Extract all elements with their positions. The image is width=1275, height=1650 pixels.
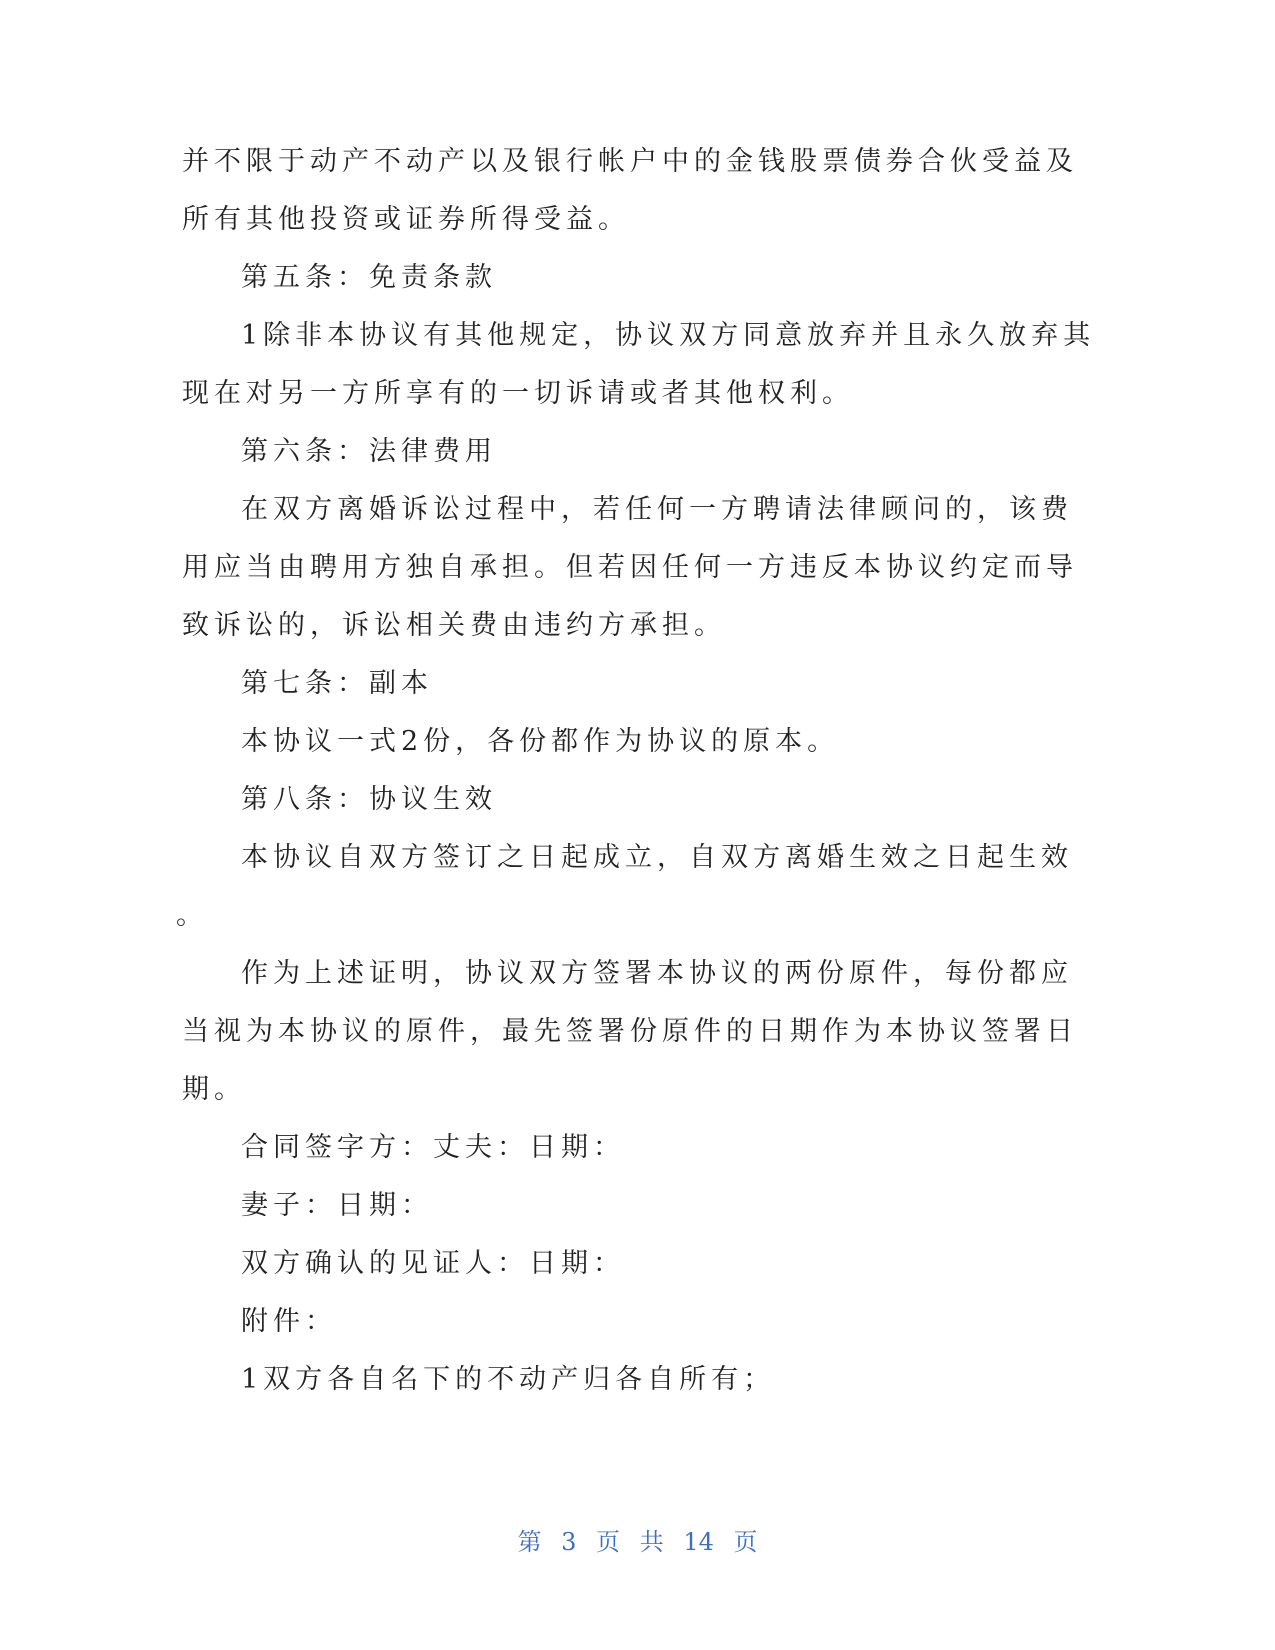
signature-line-husband: 合同签字方：丈夫：日期： [241, 1132, 625, 1163]
body-line: 现在对另一方所享有的一切诉请或者其他权利。 [182, 378, 854, 409]
section-heading: 第六条：法律费用 [241, 436, 497, 467]
body-line: 。 [176, 900, 208, 931]
body-line: 在双方离婚诉讼过程中，若任何一方聘请法律顾问的，该费 [241, 494, 1073, 525]
footer-total-pages: 14 [683, 1528, 714, 1556]
signature-line-witness: 双方确认的见证人：日期： [241, 1248, 625, 1279]
section-heading: 第七条：副本 [241, 668, 433, 699]
body-line: 所有其他投资或证券所得受益。 [182, 204, 630, 235]
footer-ye2: 页 [733, 1528, 758, 1556]
body-line: 1除非本协议有其他规定，协议双方同意放弃并且永久放弃其 [241, 320, 1096, 351]
footer-gong: 共 [639, 1528, 664, 1556]
body-line: 作为上述证明，协议双方签署本协议的两份原件，每份都应 [241, 958, 1073, 989]
body-line: 本协议一式2份，各份都作为协议的原本。 [241, 726, 840, 757]
footer-current-page: 3 [561, 1528, 577, 1556]
body-line: 期。 [182, 1074, 246, 1105]
footer-ye: 页 [596, 1528, 621, 1556]
section-heading: 第八条：协议生效 [241, 784, 497, 815]
body-line: 并不限于动产不动产以及银行帐户中的金钱股票债券合伙受益及 [182, 146, 1078, 177]
section-heading: 第五条：免责条款 [241, 262, 497, 293]
attachment-heading: 附件： [241, 1306, 337, 1337]
body-line: 致诉讼的，诉讼相关费由违约方承担。 [182, 610, 726, 641]
body-line: 用应当由聘用方独自承担。但若因任何一方违反本协议约定而导 [182, 552, 1078, 583]
body-line: 1双方各自名下的不动产归各自所有； [241, 1364, 776, 1395]
footer-di: 第 [517, 1528, 542, 1556]
body-line: 当视为本协议的原件，最先签署份原件的日期作为本协议签署日 [182, 1016, 1078, 1047]
page-footer [0, 1527, 1275, 1557]
signature-line-wife: 妻子：日期： [241, 1190, 433, 1221]
body-line: 本协议自双方签订之日起成立，自双方离婚生效之日起生效 [241, 842, 1073, 873]
